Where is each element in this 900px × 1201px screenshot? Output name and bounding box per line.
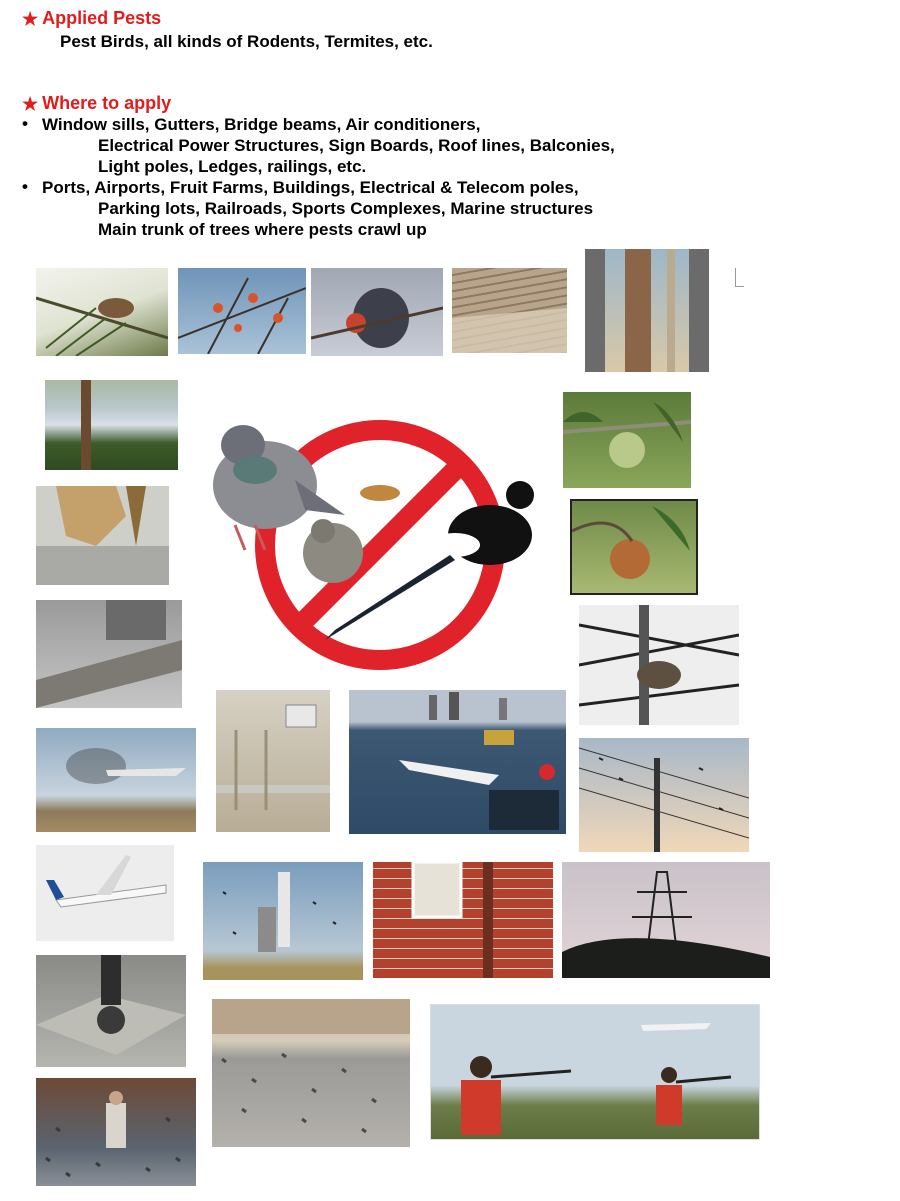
power-line-birds-photo [579,738,749,852]
feeding-pigeons-photo [36,1078,196,1186]
airliner-photo [36,845,174,941]
applied-pests-title: Applied Pests [42,8,162,28]
corner-mark [735,268,744,287]
persimmon-tree-photo [178,268,306,354]
air-conditioner-wall-photo [216,690,330,832]
bullet-1-line-1: Window sills, Gutters, Bridge beams, Air conditioners, [42,115,481,134]
squirrel-fruit-photo [311,268,443,356]
peeling-wall-photo [36,486,169,585]
star-icon: ★ [22,93,39,114]
brick-wall-window-photo [373,862,553,978]
pylon-starlings-photo [562,862,770,978]
where-to-apply-title: Where to apply [42,93,172,113]
bullet-dot: • [22,177,28,196]
squirrel-pine-photo [36,268,168,356]
where-to-apply-heading [22,93,171,114]
airport-shooters-photo [430,1004,760,1140]
roof-gutter-photo [452,268,567,353]
shuttle-launch-pad-photo [203,862,363,980]
bullet-2-line-3: Main trunk of trees where pests crawl up [98,220,427,239]
rotten-pear-photo [570,499,698,595]
no-pests-sign [205,385,550,675]
bullet-dot: • [22,114,28,133]
bullet-1-line-3: Light poles, Ledges, railings, etc. [98,157,367,176]
bullet-2-line-2: Parking lots, Railroads, Sports Complexes, Marine structures [98,199,594,218]
pigeons-square-photo [212,999,410,1147]
conveyor-photo [36,600,182,708]
applied-pests-text: Pest Birds, all kinds of Rodents, Termites, etc. [60,32,433,51]
bullet-1-line-2: Electrical Power Structures, Sign Boards, Roof lines, Balconies, [98,136,615,155]
bullet-2-line-1: Ports, Airports, Fruit Farms, Buildings, Electrical & Telecom poles, [42,178,579,197]
power-pole-nest-photo [579,605,739,725]
airplane-bird-flock-photo [36,728,196,832]
pond-post-photo [45,380,178,470]
star-icon: ★ [22,8,39,29]
pear-branch-photo [563,392,691,488]
droppings-ledge-photo [36,955,186,1067]
plane-in-river-photo [349,690,566,834]
tree-trunk-photo [585,249,709,372]
applied-pests-heading [22,8,161,29]
